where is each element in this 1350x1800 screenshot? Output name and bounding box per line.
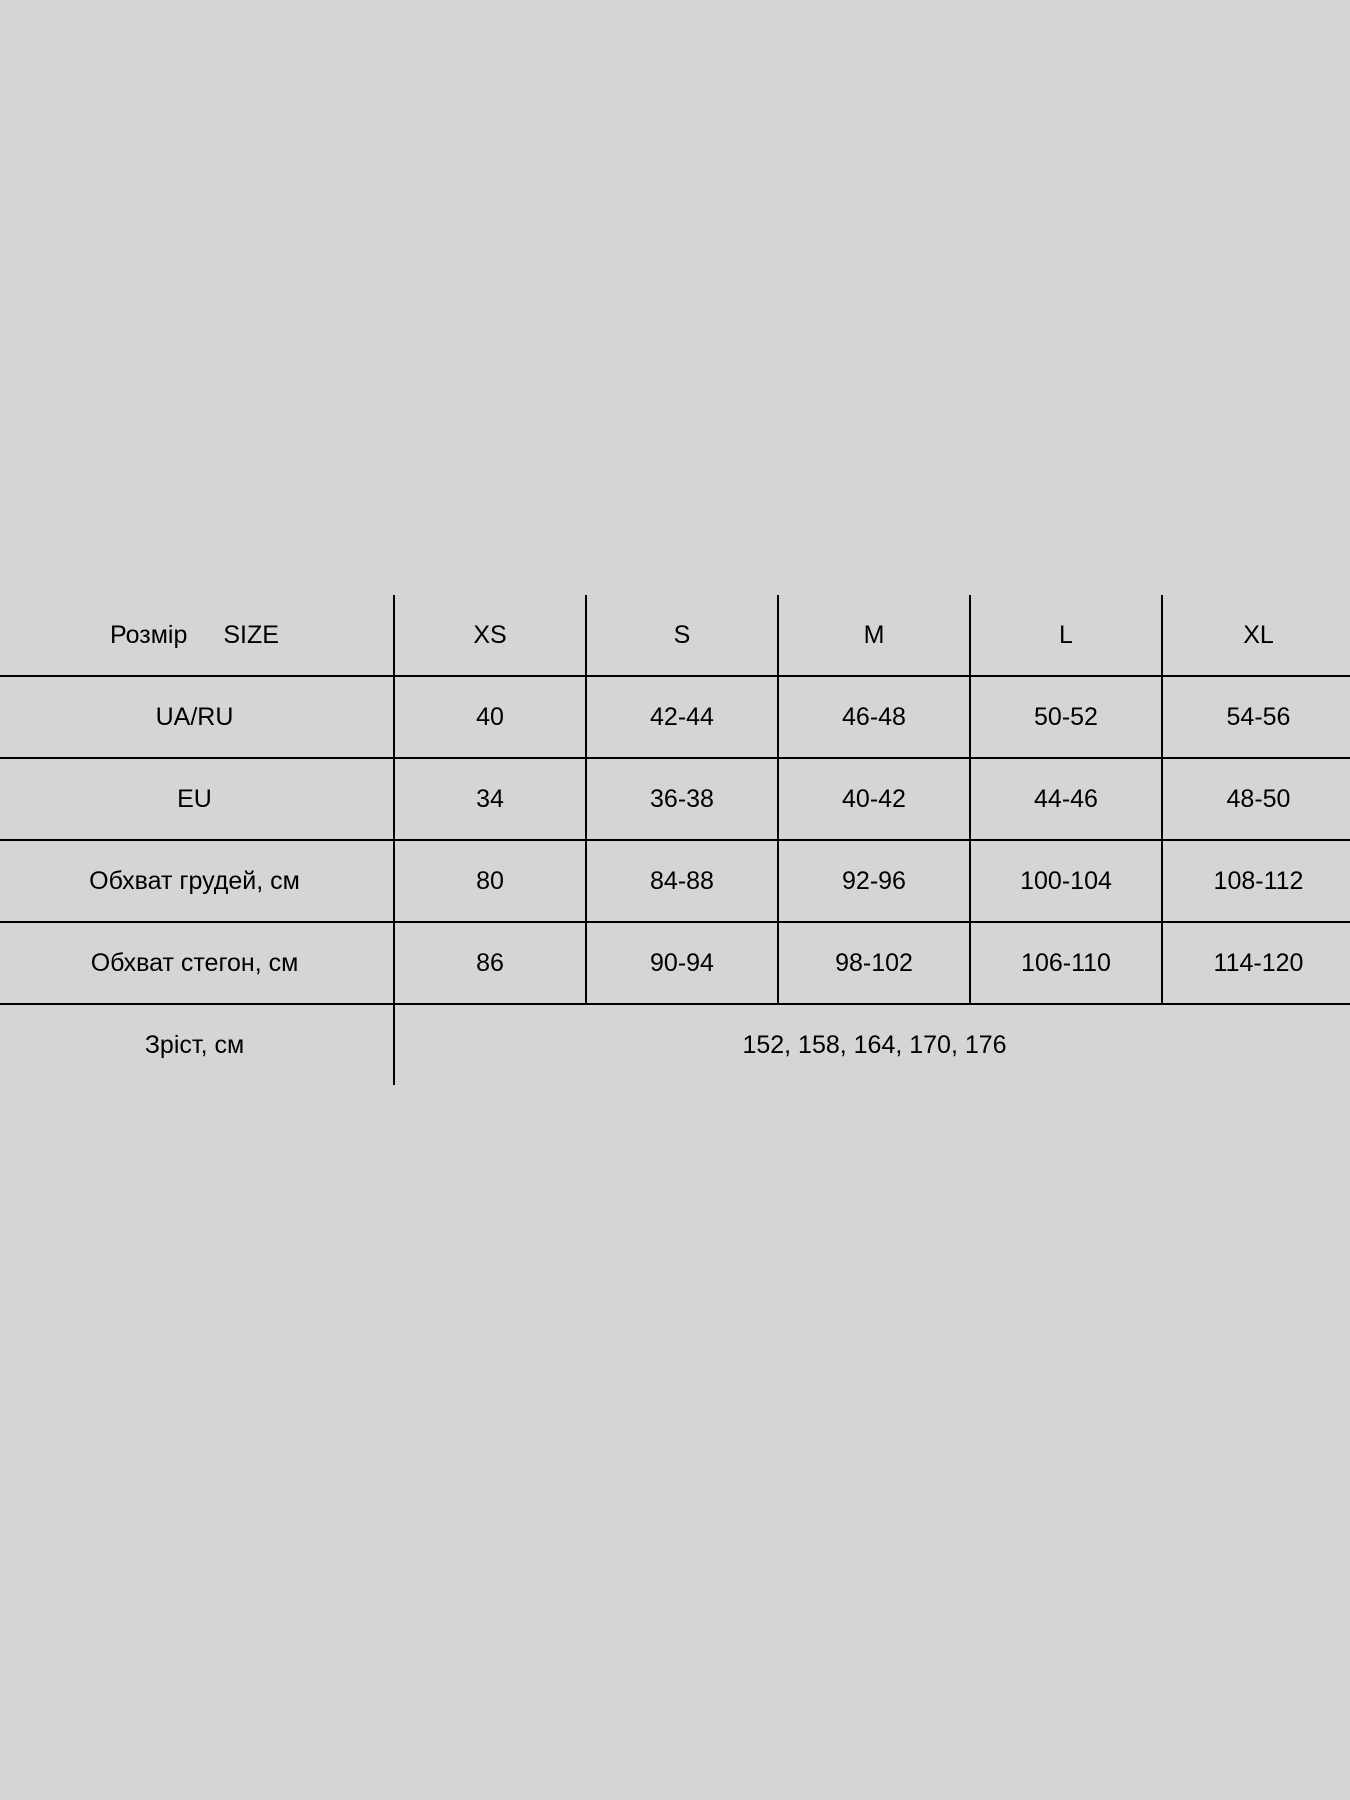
table-row (0, 676, 1350, 758)
size-chart-table (0, 595, 1350, 1085)
cell-ua-ru-xs: 40 (394, 676, 586, 758)
cell-ua-ru-xl: 54-56 (1162, 676, 1350, 758)
table-row (0, 758, 1350, 840)
header-size-xl: XL (1162, 595, 1350, 676)
header-label-cell (0, 595, 394, 676)
header-size-m: M (778, 595, 970, 676)
size-chart-container (0, 595, 1350, 1085)
cell-chest-xl: 108-112 (1162, 840, 1350, 922)
row-label-ua-ru: UA/RU (0, 676, 394, 758)
cell-eu-l: 44-46 (970, 758, 1162, 840)
cell-ua-ru-m: 46-48 (778, 676, 970, 758)
row-label-chest: Обхват грудей, см (0, 840, 394, 922)
table-row (0, 840, 1350, 922)
cell-chest-s: 84-88 (586, 840, 778, 922)
cell-eu-xs: 34 (394, 758, 586, 840)
row-label-height: Зріст, см (0, 1004, 394, 1085)
cell-ua-ru-l: 50-52 (970, 676, 1162, 758)
header-label-en: SIZE (223, 620, 279, 649)
cell-height-values: 152, 158, 164, 170, 176 (394, 1004, 1350, 1085)
cell-ua-ru-s: 42-44 (586, 676, 778, 758)
cell-chest-m: 92-96 (778, 840, 970, 922)
cell-eu-m: 40-42 (778, 758, 970, 840)
header-size-s: S (586, 595, 778, 676)
row-label-eu: EU (0, 758, 394, 840)
cell-eu-s: 36-38 (586, 758, 778, 840)
header-size-xs: XS (394, 595, 586, 676)
table-header-row (0, 595, 1350, 676)
table-row-height (0, 1004, 1350, 1085)
cell-eu-xl: 48-50 (1162, 758, 1350, 840)
header-size-l: L (970, 595, 1162, 676)
header-label-ua: Розмір (110, 620, 188, 649)
cell-hips-s: 90-94 (586, 922, 778, 1004)
cell-hips-m: 98-102 (778, 922, 970, 1004)
cell-chest-xs: 80 (394, 840, 586, 922)
cell-hips-l: 106-110 (970, 922, 1162, 1004)
cell-chest-l: 100-104 (970, 840, 1162, 922)
row-label-hips: Обхват стегон, см (0, 922, 394, 1004)
table-row (0, 922, 1350, 1004)
cell-hips-xs: 86 (394, 922, 586, 1004)
cell-hips-xl: 114-120 (1162, 922, 1350, 1004)
